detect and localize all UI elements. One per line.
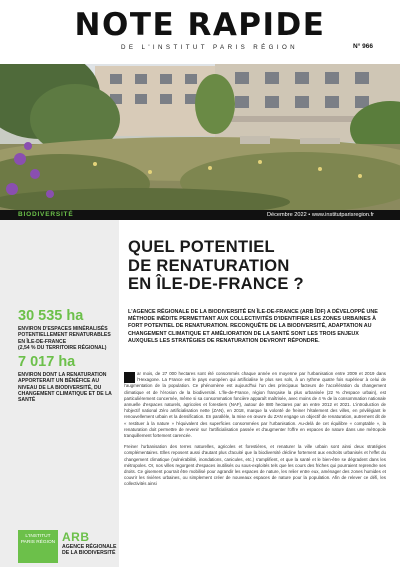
stat-1-text (18, 326, 118, 351)
urban-garden-illustration (0, 64, 400, 210)
title-line-3: EN ÎLE-DE-FRANCE ? (128, 275, 304, 293)
publication-subtitle: DE L'INSTITUT PARIS RÉGION (121, 44, 299, 51)
title-line-2: DE RENATURATION (128, 256, 290, 275)
stat-1-description: ENVIRON D'ESPACES MINÉRALISÉS POTENTIELLEMENT RENATURABLES EN ÎLE-DE-FRANCE (18, 326, 111, 345)
body-paragraph-1: ar mois, de 27 000 hectares sont été consommés chaque année en moyenne par l'urbanisation entre 2009 et 2019 dans l'Hexagone. La France est le pays européen qui artificialise le plus ses sols, à un rythme quatre fois supérieur à celui de l'augmentation de la population. Ce phénomène est aujourd'hui l'un des principaux facteurs de l'accélération du changement climatique et de l'érosion de la biodiversité. L'Île-de-France, région française la plus urbanisée (22 % d'espace urbain), est particulièrement concernée, même si sa consommation foncière apparaît maîtrisée, avec moins de 4 % de la consommation nationale annuelle d'espaces naturels, agricoles et forestiers (NAF), autour de 880 hectares par an entre 2012 et 2021. L'introduction de l'objectif national Zéro artificialisation nette (ZAN), en 2018, marque la volonté de freiner l'étalement des villes, en privilégiant le renouvellement urbain et la densification. En parallèle, la mise en œuvre du ZAN engage un objectif de renaturation, autrement dit de « restituer à la nature » l'équivalent des superficies consommées par l'urbanisation. Au-delà de cet équilibre « comptable », la renaturation doit permettre de revenir sur l'artificialisation passée et d'augmenter l'offre en espaces de nature dans une métropole tranquillement fortement carencée. (124, 371, 386, 439)
date-and-website: Décembre 2022 • www.institutparisregion.fr (266, 211, 374, 218)
theme-band (0, 210, 400, 220)
stat-1-share: (2,54 % DU TERRITOIRE RÉGIONAL) (18, 344, 107, 351)
article-body (124, 371, 386, 493)
theme-label: BIODIVERSITÉ (18, 211, 74, 218)
issue-number: N° 966 (353, 43, 373, 50)
stat-1-value: 30 535 ha (18, 308, 84, 324)
article-title (128, 238, 388, 294)
cover-photo (0, 64, 400, 210)
drop-cap (124, 372, 135, 383)
institut-logo-box: L'INSTITUT PARIS RÉGION (18, 530, 58, 563)
arb-acronym: ARB (62, 530, 90, 544)
title-line-1: QUEL POTENTIEL (128, 238, 275, 256)
masthead (0, 0, 400, 66)
arb-full-name: AGENCE RÉGIONALE DE LA BIODIVERSITÉ (62, 544, 117, 557)
stat-2-text: ENVIRON DONT LA RENATURATION APPORTERAIT UN BÉNÉFICE AU NIVEAU DE LA BIODIVERSITÉ, DU CHANGEMENT CLIMATIQUE ET DE LA SANTÉ (18, 372, 112, 404)
publication-title: NOTE RAPIDE (74, 7, 326, 43)
stat-2-value: 7 017 ha (18, 354, 76, 370)
body-paragraph-2: Freiner l'urbanisation des terres naturelles, agricoles et forestières, et renaturer la ville urbain sont ainsi deux stratégies complémentaires. Elles reposent aussi d'autant plus d'acuité que la biodiversité décline fortement aux endroits urbanisés et l'effet du changement climatique (vulnérabilité, inondations, canicules, etc.) s'amplifient, et que la santé et le bien-être se dégradent dans les métropoles. Or, nos villes regorgent d'espaces inutilisés ou sous-exploités tels que les cours des friches qui pourraient reprendre ses droits. Ce gisement pourrait être mobilisé pour agrandir les espaces de nature, les relier entre eux, aménager des zones humides et couvrir les rivières urbaines, ou simplement créer de nouveaux espaces de nature pour la population. Afin de relever ce défi, les collectivités ainsi (124, 444, 386, 487)
article-lead: L'AGENCE RÉGIONALE DE LA BIODIVERSITÉ EN ÎLE-DE-FRANCE (ARB ÎDF) A DÉVELOPPÉ UNE MÉTHODE INÉDITE PERMETTANT AUX COLLECTIVITÉS D'IDENTIFIER LES ZONES URBAINES À FORT POTENTIEL DE RENATURATION. RECONQUÊTE DE LA BIODIVERSITÉ, ADAPTATION AU CHANGEMENT CLIMATIQUE ET AMÉLIORATION DE LA SANTÉ SONT LES TROIS ENJEUX AUXQUELS LES STRATÉGIES DE RENATURATION DEVRONT RÉPONDRE. (128, 309, 378, 344)
